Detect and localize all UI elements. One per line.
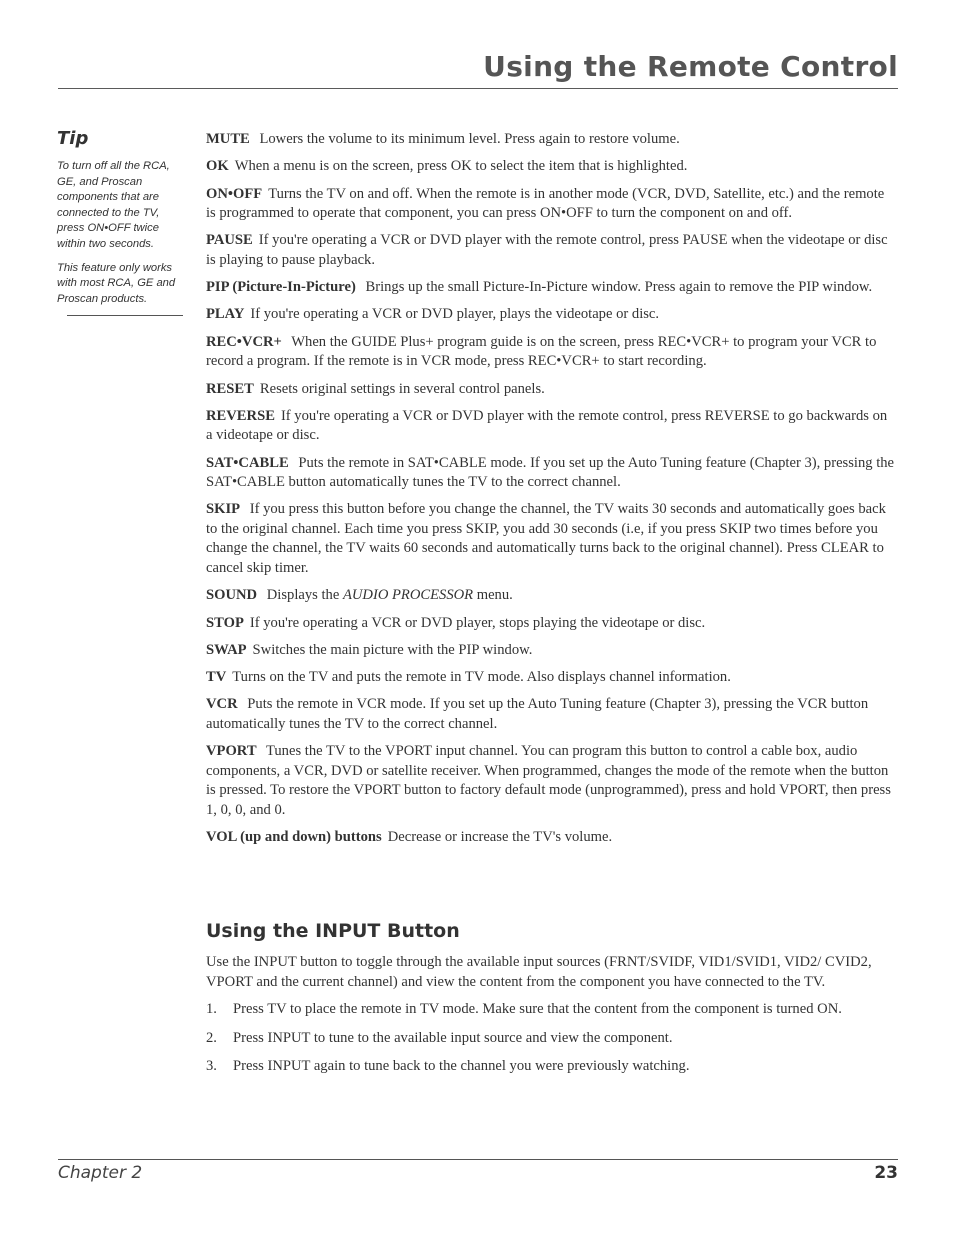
- ok-entry: [206, 157, 896, 177]
- tip-paragraph: This feature only works with most RCA, GE and Proscan products.: [57, 261, 176, 305]
- entry-term: TV: [206, 669, 227, 686]
- entry-term: MUTE: [206, 131, 250, 147]
- entry-term: REVERSE: [206, 407, 275, 424]
- entry-desc: Resets original settings in several control panels.: [259, 380, 545, 397]
- page-title: Using the Remote Control: [483, 50, 898, 83]
- entry-desc: Puts the remote in VCR mode. If you set up the Auto Tuning feature (Chapter 3), pressing the VCR button automatically tunes the TV to the correct channel.: [206, 696, 869, 732]
- entry-term: SWAP: [206, 641, 247, 658]
- entry-desc: If you're operating a VCR or DVD player, stops playing the videotape or disc.: [249, 614, 706, 631]
- step-number: 3.: [206, 1058, 217, 1074]
- entry-desc: Tunes the TV to the VPORT input channel. You can program this button to control a cable box, audio components, a VCR, DVD or satellite receiver. When programmed, changes the mode of the remote when the button is pressed. To restore the VPORT button to factory default mode (unprogrammed), press and hold VPORT, then press 1, 0, 0, and 0.: [206, 743, 891, 818]
- tv-entry: [206, 668, 896, 688]
- step-text: Press INPUT again to tune back to the channel you were previously watching.: [233, 1058, 690, 1074]
- chapter-label: Chapter 2: [58, 1163, 143, 1183]
- stop-entry: [206, 614, 896, 634]
- audio-processor-menu-name: AUDIO PROCESSOR: [342, 587, 474, 604]
- entry-desc: Decrease or increase the TV's volume.: [387, 829, 613, 846]
- entry-term: VOL (up and down) buttons: [206, 829, 382, 846]
- play-entry: [206, 305, 896, 325]
- rec-vcr-entry: [206, 333, 896, 372]
- step-text: Press INPUT to tune to the available input source and view the component.: [233, 1029, 673, 1046]
- page-number: 23: [874, 1163, 898, 1183]
- list-item: [206, 1057, 898, 1077]
- pause-entry: [206, 231, 896, 270]
- tip-sidebar: [57, 128, 183, 316]
- entry-desc: Puts the remote in SAT•CABLE mode. If you set up the Auto Tuning feature (Chapter 3), pressing the SAT•CABLE button automatically tunes the TV to the correct channel.: [206, 454, 895, 491]
- entry-term: PAUSE: [206, 232, 253, 249]
- button-descriptions: [206, 130, 896, 855]
- pip-entry: [206, 278, 896, 298]
- list-item: [206, 1029, 898, 1049]
- step-text: Press TV to place the remote in TV mode. Make sure that the content from the component is turned ON.: [233, 1001, 842, 1017]
- entry-term: SOUND: [206, 587, 258, 604]
- sat-cable-entry: [206, 454, 896, 493]
- tip-divider: [67, 315, 183, 316]
- tip-heading: Tip: [57, 128, 89, 149]
- entry-desc: If you're operating a VCR or DVD player with the remote control, press REVERSE to go backwards on a videotape or disc.: [206, 407, 888, 444]
- entry-term: PLAY: [206, 306, 245, 323]
- entry-term: SKIP: [206, 501, 241, 518]
- input-section-heading: Using the INPUT Button: [206, 920, 460, 942]
- vcr-entry: [206, 695, 896, 734]
- reset-entry: [206, 380, 896, 400]
- entry-term: REC•VCR+: [206, 333, 282, 350]
- entry-term: VCR: [206, 696, 238, 713]
- reverse-entry: [206, 407, 896, 446]
- vol-entry: [206, 828, 896, 848]
- skip-entry: [206, 500, 896, 578]
- entry-desc: If you're operating a VCR or DVD player, plays the videotape or disc.: [250, 306, 660, 323]
- entry-term: ON•OFF: [206, 185, 263, 202]
- entry-desc: Turns on the TV and puts the remote in TV mode. Also displays channel information.: [232, 669, 731, 686]
- entry-desc: When the GUIDE Plus+ program guide is on the screen, press REC•VCR+ to program your VCR to record a program. If the remote is in VCR mode, press REC•VCR+ to start recording.: [206, 333, 877, 370]
- entry-term: PIP (Picture-In-Picture): [206, 279, 356, 296]
- entry-desc: Lowers the volume to its minimum level. Press again to restore volume.: [259, 131, 680, 147]
- entry-desc: Turns the TV on and off. When the remote is in another mode (VCR, DVD, Satellite, etc.) and the remote is programmed to operate that component, you can press ON•OFF to turn the component on and off.: [206, 185, 885, 222]
- entry-desc: If you're operating a VCR or DVD player with the remote control, press PAUSE when the videotape or disc is playing to pause playback.: [206, 232, 888, 268]
- entry-desc: menu.: [473, 587, 513, 604]
- swap-entry: [206, 641, 896, 661]
- entry-term: OK: [206, 158, 229, 175]
- entry-desc: Brings up the small Picture-In-Picture window. Press again to remove the PIP window.: [365, 279, 873, 296]
- list-item: [206, 1000, 898, 1020]
- step-number: 1.: [206, 1001, 217, 1017]
- mute-entry: [206, 130, 896, 150]
- entry-term: SAT•CABLE: [206, 454, 289, 471]
- entry-desc: When a menu is on the screen, press OK to select the item that is highlighted.: [234, 158, 688, 175]
- tip-paragraph: To turn off all the RCA, GE, and Proscan components that are connected to the TV, press ON•OFF twice within two seconds.: [57, 160, 170, 250]
- entry-desc: Switches the main picture with the PIP window.: [252, 641, 533, 658]
- input-section: [206, 953, 898, 1086]
- vport-entry: [206, 742, 896, 820]
- input-steps: [206, 1000, 898, 1077]
- entry-term: RESET: [206, 380, 254, 397]
- sound-entry: [206, 586, 896, 606]
- entry-term: VPORT: [206, 743, 257, 760]
- entry-desc: If you press this button before you change the channel, the TV waits 30 seconds and automatically goes back to the original channel. Each time you press SKIP, you add 30 seconds (i.e, if you press SKIP two times before you change the channel, the TV waits 60 seconds and automatically turns back to the original channel). Press CLEAR to cancel skip timer.: [206, 501, 886, 576]
- title-rule: [58, 88, 898, 89]
- input-intro: Use the INPUT button to toggle through the available input sources (FRNT/SVIDF, VID1/SVID1, VID2/ CVID2, VPORT and the current channel) and view the content from the component you have connected to the TV.: [206, 954, 872, 990]
- footer-rule: [58, 1159, 898, 1160]
- entry-desc: Displays the: [266, 587, 343, 604]
- step-number: 2.: [206, 1029, 217, 1046]
- entry-term: STOP: [206, 614, 244, 631]
- on-off-entry: [206, 185, 896, 224]
